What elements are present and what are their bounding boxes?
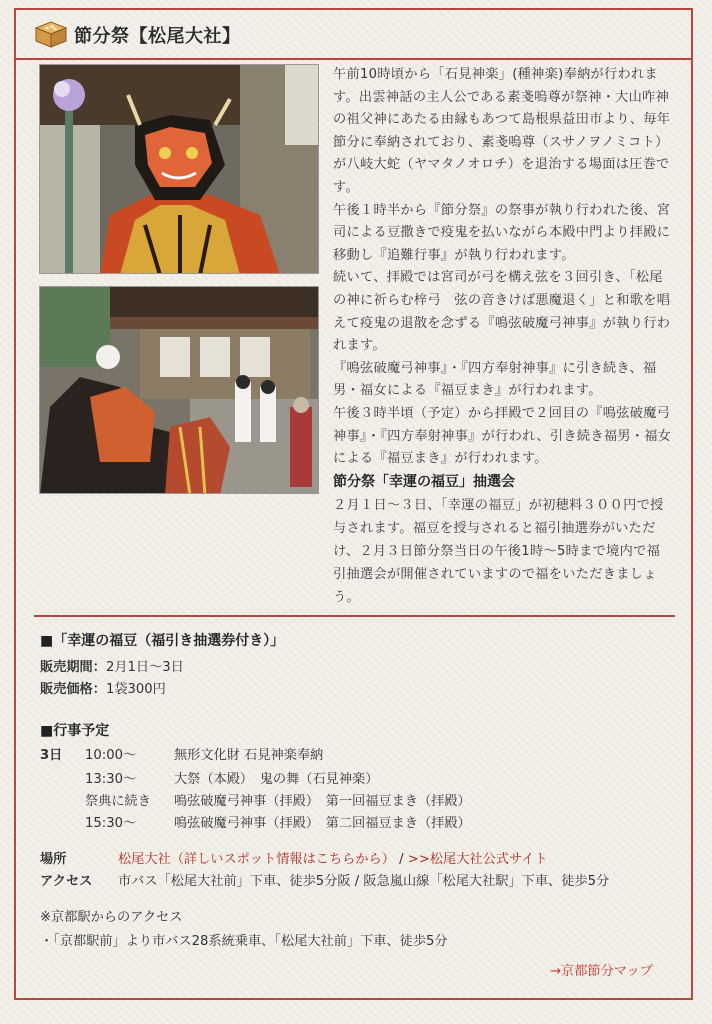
- product-heading: ■「幸運の福豆（福引き抽選券付き）」: [40, 633, 285, 649]
- lottery-heading: 節分祭「幸運の福豆」抽選会: [333, 474, 515, 490]
- shrine-ceremony-photo: [39, 286, 319, 494]
- schedule-event: 大祭（本殿） 鬼の舞（石見神楽）: [174, 772, 379, 787]
- masu-box-icon: [34, 20, 68, 48]
- sales-price-label: 販売価格：: [40, 682, 106, 697]
- sales-period-label: 販売期間：: [40, 660, 106, 675]
- schedule-time: 15:30～: [85, 816, 137, 831]
- spot-info-link[interactable]: 松尾大社（詳しいスポット情報はこちらから）: [118, 852, 395, 867]
- access-label: アクセス: [40, 874, 93, 889]
- sales-price-value: 1袋300円: [105, 682, 166, 697]
- access-value: 市バス「松尾大社前」下車、徒歩5分阪 / 阪急嵐山線「松尾大社駅」下車、徒歩5分: [118, 874, 610, 889]
- lottery-paragraph: ２月１日～３日、「幸運の福豆」が初穂料３００円で授与されます。福豆を授与されると福引抽選券がいただけ、２月３日節分祭当日の午後1時～5時まで境内で福引抽選会が開催されていますので福をいただきましょう。: [333, 498, 664, 605]
- section-divider: [34, 615, 675, 617]
- schedule-time: 祭典に続き: [85, 794, 151, 809]
- place-links: [118, 848, 548, 867]
- intro-paragraph: 午前10時頃から「石見神楽」(種神楽)奉納が行われます。出雲神話の主人公である素戔嗚尊が祭神・大山咋神の祖父神にあたる由縁もあつて島根県益田市より、毎年節分に奉納されており、素戔嗚尊（スサノヲノミコト）が八岐大蛇（ヤマタノオロチ）を退治する場面は圧巻です。: [333, 67, 671, 195]
- schedule-day: 3日: [40, 748, 63, 763]
- oni-dancer-photo: [39, 64, 319, 274]
- official-site-link[interactable]: >>松尾大社公式サイト: [407, 852, 548, 867]
- intro-paragraph: 続いて、拝殿では宮司が弓を構え弦を３回引き、「松尾の神に祈らむ梓弓 弦の音きけば悪魔退く」と和歌を唱えて疫鬼の退散を念ずる『鳴弦破魔弓神事』が執り行われます。: [333, 270, 671, 354]
- intro-text: [333, 64, 673, 471]
- intro-paragraph: 『鳴弦破魔弓神事』・『四方奉射神事』に引き続き、福男・福女による『福豆まき』が行われます。: [333, 360, 657, 399]
- sales-price: [40, 678, 166, 697]
- schedule-heading: ■行事予定: [40, 723, 110, 739]
- intro-paragraph: 午後３時半頃（予定）から拝殿で２回目の『鳴弦破魔弓神事』・『四方奉射神事』が行われ、引き続き福男・福女による『福豆まき』が行われます。: [333, 405, 672, 467]
- schedule-event: 無形文化財 石見神楽奉納: [174, 748, 324, 763]
- kyoto-setsubun-map-link[interactable]: →京都節分マップ: [550, 964, 653, 979]
- sales-period-value: 2月1日～3日: [105, 660, 184, 675]
- schedule-time: 13:30～: [85, 772, 137, 787]
- title-bar: [14, 8, 693, 60]
- intro-paragraph: 午後１時半から『節分祭』の祭事が執り行われた後、宮司による豆撒きで疫鬼を払いながら本殿中門より拝殿に移動し『追難行事』が執り行われます。: [333, 202, 671, 263]
- schedule-time: 10:00～: [85, 748, 137, 763]
- schedule-event: 鳴弦破魔弓神事（拝殿） 第一回福豆まき（拝殿）: [174, 794, 471, 809]
- sales-period: [40, 656, 184, 675]
- kyoto-access-note-line: ・「京都駅前」より市バス28系統乗車、「松尾大社前」下車、徒歩5分: [40, 934, 448, 949]
- schedule-event: 鳴弦破魔弓神事（拝殿） 第二回福豆まき（拝殿）: [174, 816, 471, 831]
- kyoto-access-note-title: ※京都駅からのアクセス: [40, 910, 183, 925]
- place-label: 場所: [40, 852, 67, 867]
- lottery-text: [333, 494, 673, 609]
- page-title: 節分祭【松尾大社】: [74, 26, 241, 47]
- link-separator: /: [394, 852, 408, 867]
